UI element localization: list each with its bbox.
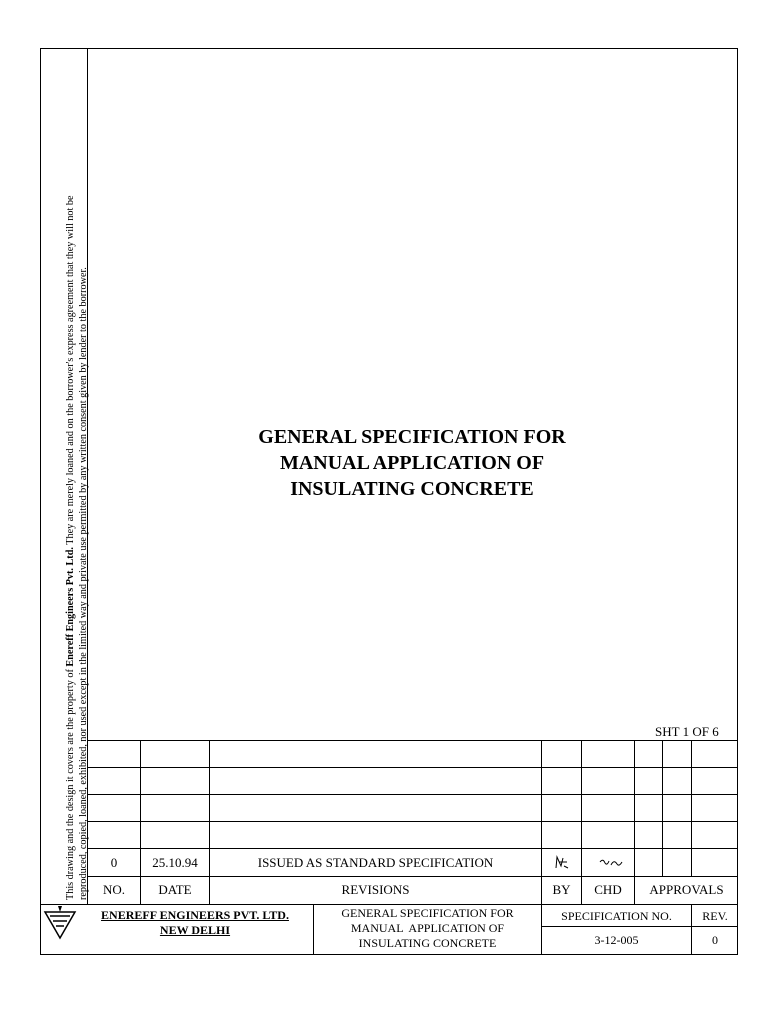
- title-line-2: MANUAL APPLICATION OF: [279, 452, 545, 474]
- rev-table-line: [87, 848, 738, 849]
- notice-text-pre: This drawing and the design it covers are the property of: [65, 666, 76, 900]
- company-name: ENEREFF ENGINEERS PVT. LTD.: [101, 908, 289, 922]
- rev-label: REV.: [702, 909, 728, 923]
- rev-table-line: [87, 767, 738, 768]
- company-city: NEW DELHI: [159, 923, 231, 937]
- spec-no-label: SPECIFICATION NO.: [561, 909, 672, 923]
- header-chd: CHD: [594, 882, 622, 897]
- rev-col-divider: [634, 740, 635, 904]
- notice-text-post: They are merely loaned and on the borrower's express agreement that they will not be: [65, 195, 76, 548]
- signature-chd: [598, 856, 624, 870]
- rev-value: 0: [712, 933, 718, 947]
- rev-table-line: [87, 821, 738, 822]
- header-by: BY: [552, 882, 571, 897]
- rev-table-line: [87, 794, 738, 795]
- rev-table-line: [87, 876, 738, 877]
- spec-no-value: 3-12-005: [594, 933, 639, 947]
- rev-col-divider: [209, 740, 210, 904]
- rev-description: ISSUED AS STANDARD SPECIFICATION: [257, 855, 494, 870]
- header-approvals: APPROVALS: [649, 882, 724, 897]
- company-logo: [43, 904, 77, 940]
- subject-line-3: INSULATING CONCRETE: [358, 936, 497, 950]
- approval-col-divider: [662, 740, 663, 876]
- rev-col-divider: [541, 740, 542, 904]
- header-date: DATE: [158, 882, 192, 897]
- rev-table-line: [87, 740, 738, 741]
- title-block-top: [40, 904, 738, 905]
- subject-line-1: GENERAL SPECIFICATION FOR: [341, 906, 514, 920]
- subject-line-2: MANUAL APPLICATION OF: [350, 921, 505, 935]
- rev-no: 0: [110, 855, 118, 870]
- notice-line-2: reproduced, copied, loaned, exhibited, nor used except in the limited way and private use permitted by any written consent given by lender to the borrower.: [78, 267, 89, 900]
- ownership-notice: [64, 50, 90, 900]
- document-title: [160, 424, 664, 502]
- notice-company: Enereff Engineers Pvt. Ltd.: [65, 547, 76, 667]
- signature-by: [552, 854, 572, 872]
- approval-col-divider: [691, 740, 692, 876]
- header-revisions: REVISIONS: [341, 882, 410, 897]
- rev-col-divider: [140, 740, 141, 904]
- sheet-number: SHT 1 OF 6: [655, 724, 719, 739]
- spec-row-divider: [541, 926, 738, 927]
- header-no: NO.: [102, 882, 126, 897]
- rev-date: 25.10.94: [152, 855, 198, 870]
- rev-col-divider: [581, 740, 582, 904]
- notice-line-1: [64, 50, 77, 900]
- title-line-3: INSULATING CONCRETE: [290, 478, 534, 500]
- title-line-1: GENERAL SPECIFICATION FOR: [258, 426, 566, 448]
